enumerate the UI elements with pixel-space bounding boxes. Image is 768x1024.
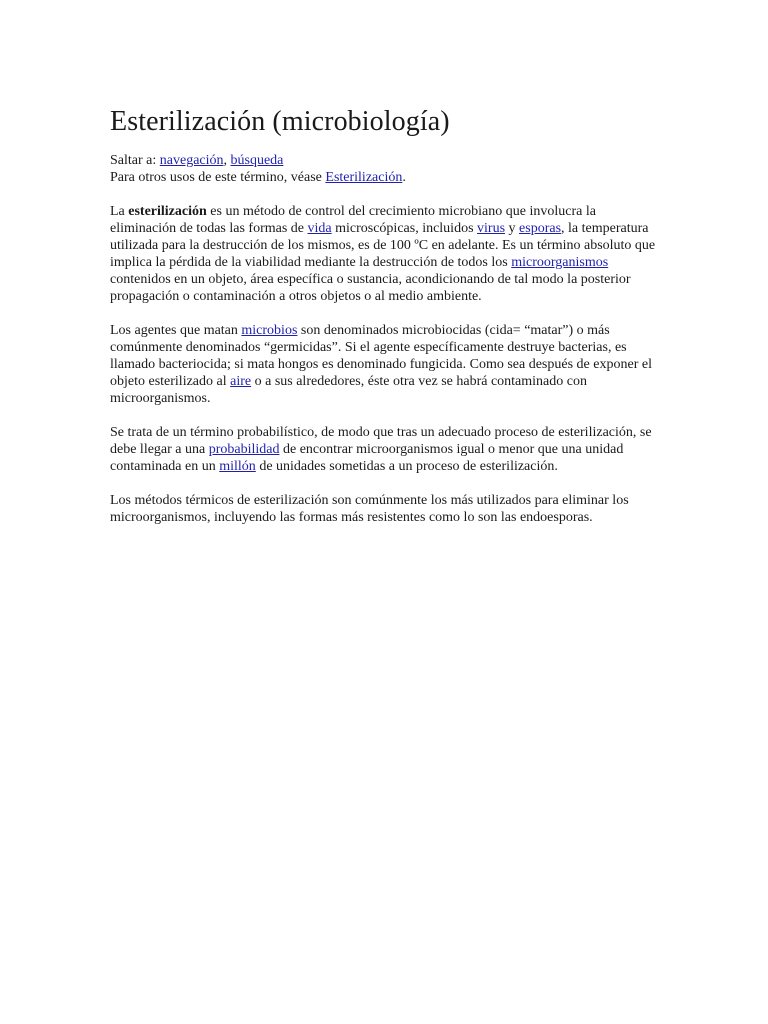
p1-text: es un método de control del crecimiento microbiano que involucra la eliminación de todas las formas de [110, 204, 596, 236]
paragraph-definition [110, 203, 662, 305]
paragraph-probabilistic [110, 424, 662, 475]
p2-text: Los agentes que matan [110, 323, 242, 338]
page-title: Esterilización (microbiología) [110, 106, 450, 137]
aire-link[interactable]: aire [230, 374, 252, 389]
p3-text: de encontrar microorganismos igual o menor que una unidad contaminada en un [110, 442, 624, 474]
esterilizacion-disambiguation-link[interactable]: Esterilización [325, 170, 403, 185]
virus-link[interactable]: virus [477, 221, 506, 236]
p4-text: Los métodos térmicos de esterilización son comúnmente los más utilizados para eliminar los microorganismos, incluyendo las formas más resistentes como lo son las endoesporas. [110, 493, 629, 525]
p1-text: , la temperatura utilizada para la destrucción de los mismos, es de 100 ºC en adelante. Es un término absoluto que implica la pérdida de la viabilidad mediante la destrucción de todos los [110, 221, 656, 270]
p3-text: de unidades sometidas a un proceso de esterilización. [255, 459, 558, 474]
paragraph-thermal-methods [110, 492, 662, 526]
other-uses-line [110, 169, 662, 186]
probabilidad-link[interactable]: probabilidad [208, 442, 280, 457]
search-link[interactable]: búsqueda [230, 153, 284, 168]
p1-text: contenidos en un objeto, área específica o sustancia, acondicionando de tal modo la posterior propagación o contaminación a otros objetos o al medio ambiente. [110, 272, 631, 304]
p2-text: son denominados microbiocidas (cida= “matar”) o más comúnmente denominados “germicidas”. Si el agente específicamente destruye bacterias, es llamado bacteriocida; si mata hongos es denominado fungicida. Como sea después de exponer el objeto esterilizado al [110, 323, 652, 389]
microbios-link[interactable]: microbios [241, 323, 298, 338]
p1-text: La [110, 204, 129, 219]
microorganismos-link[interactable]: microorganismos [511, 255, 609, 270]
navigation-link[interactable]: navegación [159, 153, 224, 168]
p3-text: Se trata de un término probabilístico, de modo que tras un adecuado proceso de esterilización, se debe llegar a una [110, 425, 652, 457]
vida-link[interactable]: vida [307, 221, 332, 236]
article [110, 104, 662, 526]
jump-to-line [110, 152, 662, 169]
paragraph-agents [110, 322, 662, 407]
millon-link[interactable]: millón [219, 459, 256, 474]
p1-bold-term: esterilización [128, 204, 207, 219]
p1-text: microscópicas, incluidos [331, 221, 478, 236]
esporas-link[interactable]: esporas [519, 221, 562, 236]
jump-to-separator: , [223, 153, 231, 168]
jump-to-prefix: Saltar a: [110, 153, 160, 168]
p1-text: y [505, 221, 520, 236]
p2-text: o a sus alrededores, éste otra vez se habrá contaminado con microorganismos. [110, 374, 587, 406]
other-uses-text: Para otros usos de este término, véase [110, 170, 326, 185]
other-uses-suffix: . [402, 170, 406, 185]
